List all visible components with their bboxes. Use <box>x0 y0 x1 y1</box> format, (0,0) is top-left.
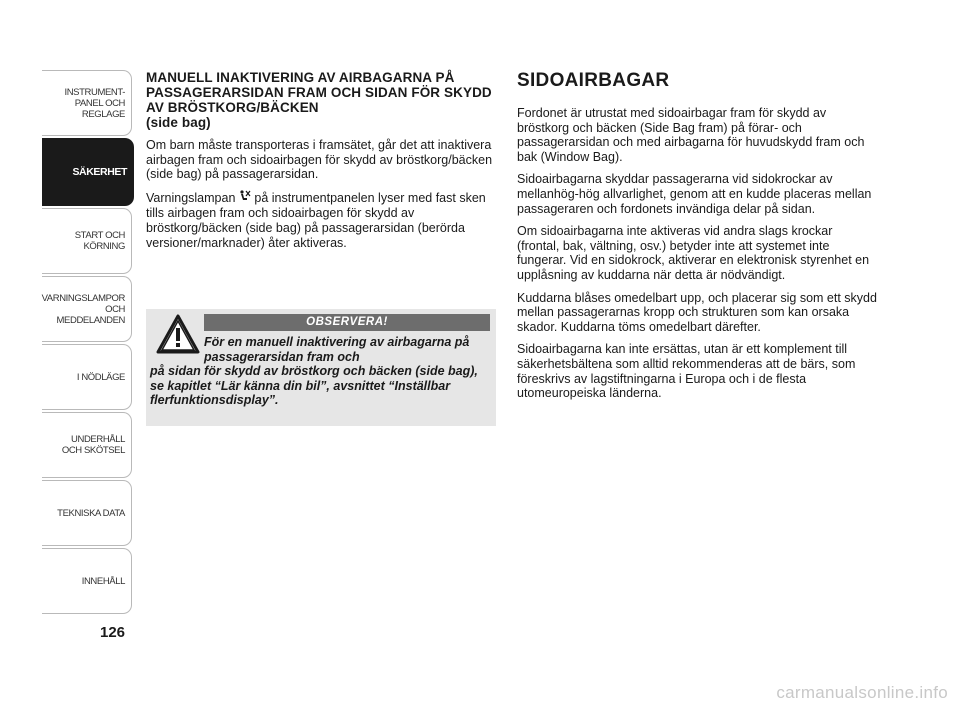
paragraph: Sidoairbagarna kan inte ersättas, utan är ett komplement till säkerhetsbältena som alltid rekommenderas att de bärs, som föreskrivs av lagstiftningarna i Europa och i de flesta utomeuropeiska länderna. <box>517 342 856 401</box>
warning-line: på sidan för skydd av bröstkorg och bäcken (side bag), se kapitlet “Lär känna din bil”, avsnittet “Inställbar flerfunktionsdisplay”. <box>150 364 478 408</box>
warning-header: OBSERVERA! <box>204 314 490 331</box>
tab-label: TEKNISKA DATA <box>57 507 125 519</box>
heading-subtitle: (side bag) <box>146 115 211 130</box>
warning-box <box>146 309 496 426</box>
paragraph-text: Varningslampan <box>146 190 239 205</box>
side-airbags-section <box>517 70 877 409</box>
tab-maintenance[interactable] <box>42 412 132 478</box>
paragraph: Sidoairbagarna skyddar passagerarna vid sidokrockar av mellanhög-hög allvarlighet, genom att en kudde placeras mellan passageraren och fordonets invändiga delar på sidan. <box>517 172 872 216</box>
paragraph: Om barn måste transporteras i framsätet, går det att inaktivera airbagen fram och sidoairbagen för skydd av bröstkorg/bäcken (side bag) på passagerarsidan. <box>146 138 493 182</box>
tab-label: UNDERHÅLL OCH SKÖTSEL <box>61 434 125 456</box>
tab-instrument-panel[interactable] <box>42 70 132 136</box>
tab-label: I NÖDLÄGE <box>76 371 125 383</box>
airbag-off-icon <box>239 193 251 205</box>
tab-warning-lights[interactable] <box>42 276 132 342</box>
tab-technical-data[interactable] <box>42 480 132 546</box>
paragraph: Kuddarna blåses omedelbart upp, och placerar sig som ett skydd mellan passagerarnas kropp och strukturen som kan orsaka skador. Kuddarna töms omedelbart därefter. <box>517 290 877 334</box>
warning-text <box>150 335 492 408</box>
tab-label: INSTRUMENT- PANEL OCH REGLAGE <box>64 86 125 120</box>
tab-start-driving[interactable] <box>42 208 132 274</box>
tab-contents[interactable] <box>42 548 132 614</box>
warning-line: För en manuell inaktivering av airbagarna på passagerarsidan fram och <box>204 335 470 364</box>
tab-emergency[interactable] <box>42 344 132 410</box>
paragraph: Fordonet är utrustat med sidoairbagar fram för skydd av bröstkorg och bäcken (Side Bag fram) på förar- och passagerarsidan och med airbagarna för huvudskydd fram och bak (Window Bag). <box>517 106 865 164</box>
heading-text: MANUELL INAKTIVERING AV AIRBAGARNA PÅ PASSAGERARSIDAN FRAM OCH SIDAN FÖR SKYDD AV BRÖSTKORG/BÄCKEN <box>146 70 492 115</box>
tab-label: INNEHÅLL <box>81 575 125 587</box>
paragraph <box>146 190 496 250</box>
tab-label: START OCH KÖRNING <box>74 230 125 252</box>
section-heading <box>146 70 496 130</box>
tab-label: SÄKERHET <box>72 165 127 178</box>
paragraph: Om sidoairbagarna inte aktiveras vid andra slags krockar (frontal, bak, vältning, osv.) betyder inte att systemet inte fungerar. Vid en sidokrock, aktiverar en elektronisk styrenhet en upplåsning av kuddarna när detta är nödvändigt. <box>517 224 870 282</box>
tab-label: VARNINGSLAMPOR OCH MEDDELANDEN <box>41 292 125 326</box>
paragraph-text: på instrumentpanelen lyser med fast sken tills airbagen fram och sidoairbagen för skydd av bröstkorg/bäcken (side bag) på passagerarsidan (berörda versioner/marknader) åter aktiveras. <box>146 190 486 250</box>
section-heading: SIDOAIRBAGAR <box>517 70 670 91</box>
page-number: 126 <box>100 624 126 641</box>
tab-safety[interactable] <box>42 138 134 206</box>
watermark: carmanualsonline.info <box>776 683 948 702</box>
manual-deactivation-section <box>146 70 496 258</box>
